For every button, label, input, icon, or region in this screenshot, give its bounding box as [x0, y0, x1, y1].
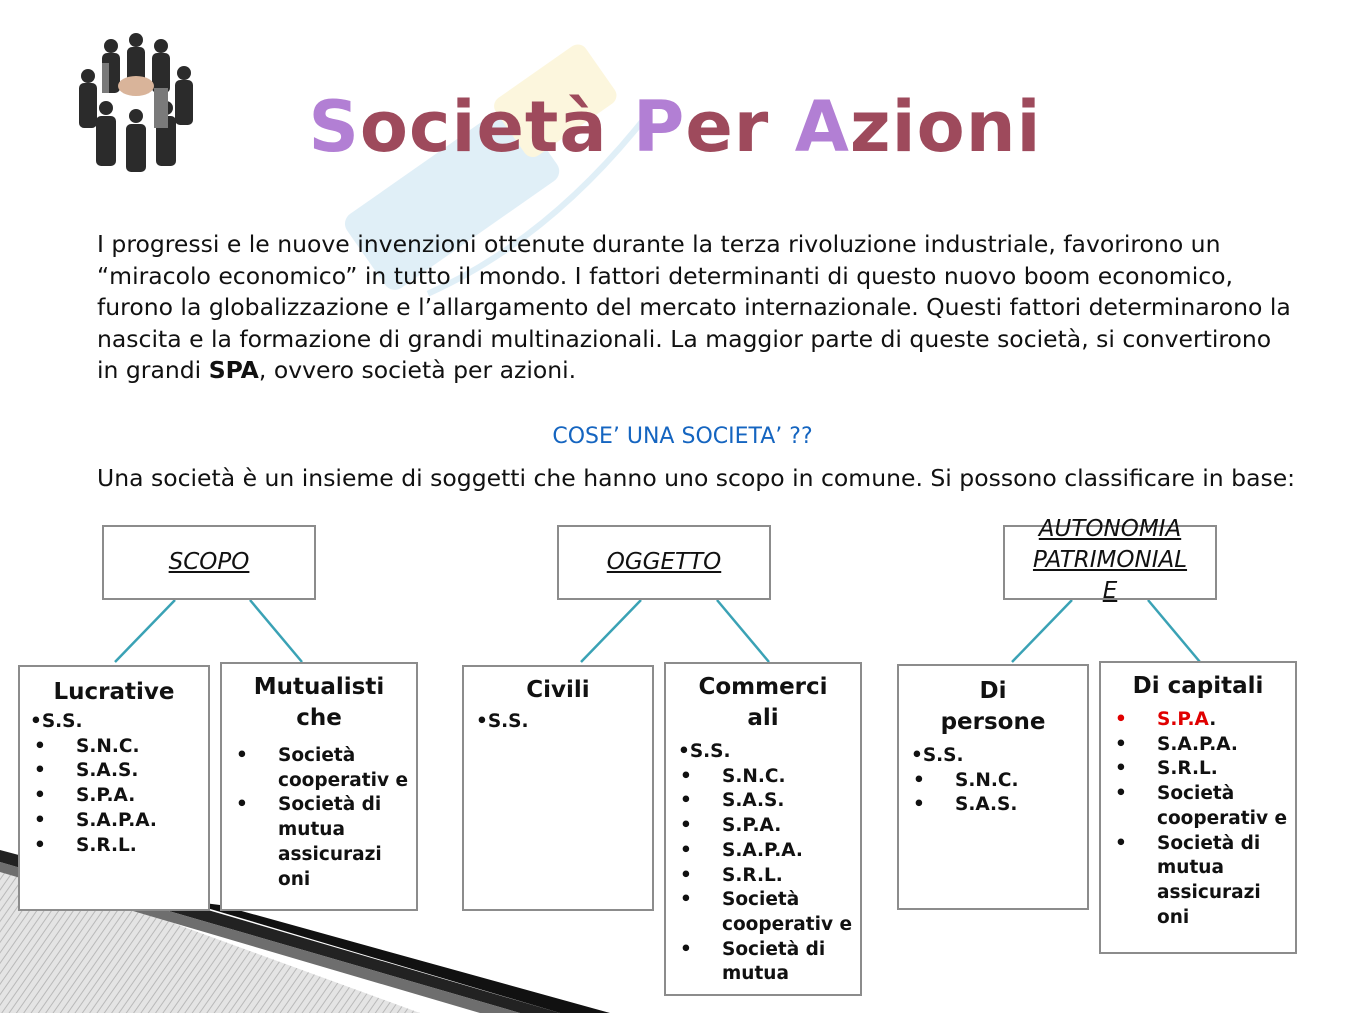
list-item: •S.S. — [30, 711, 83, 732]
intro-text: I progressi e le nuove invenzioni ottenute durante la terza rivoluzione industriale, favorirono un “miracolo economico” in tutto il mondo. I fattori determinanti di questo nuovo boom economico, furono la globalizzazione e l’allargamento del mercato internazionale. Questi fattori determinarono la nascita e la formazione di grandi multinazionali. La maggior parte di queste società, si convertirono in grandi — [97, 230, 1291, 384]
category-label: AUTONOMIA — [1038, 516, 1182, 542]
classification-text: Una società è un insieme di soggetti che hanno uno scopo in comune. Si possono classificare in base: — [97, 464, 1296, 492]
list-item: •S.S. — [911, 745, 964, 766]
box-mutualistiche — [220, 662, 418, 911]
box-di-persone — [897, 664, 1089, 910]
list-item: • Società cooperativ e — [666, 888, 860, 937]
category-label: E — [1102, 578, 1118, 604]
list-item: • S.A.S. — [20, 759, 208, 784]
list-item: • S.N.C. — [20, 735, 208, 760]
highlight-suffix: . — [1209, 709, 1217, 730]
box-heading: che — [296, 705, 342, 731]
list-item: • S.A.S. — [666, 789, 860, 814]
list-item: • Società cooperativ e — [1101, 782, 1295, 831]
box-civili — [462, 665, 654, 911]
title-text: ocietà — [359, 86, 633, 168]
title-text: er — [685, 86, 795, 168]
title-text: zioni — [849, 86, 1042, 168]
box-heading: Di capitali — [1132, 673, 1264, 699]
category-label: OGGETTO — [606, 549, 722, 575]
list-item: • Società cooperativ e — [222, 744, 416, 793]
list-item: • Società di mutua assicurazi oni — [1101, 832, 1295, 931]
category-scopo — [102, 525, 316, 600]
list-item: •S.S. — [678, 741, 731, 762]
box-heading: Lucrative — [53, 679, 175, 705]
category-autonomia-patrimoniale — [1003, 516, 1217, 604]
list-item: •S.S. — [476, 711, 529, 732]
highlight-text: S.P.A — [1157, 709, 1210, 730]
list-item: • S.R.L. — [666, 864, 860, 889]
title-letter: P — [633, 86, 686, 168]
category-label: SCOPO — [168, 549, 250, 575]
list-item: • S.N.C. — [899, 769, 1087, 794]
box-lucrative — [18, 665, 210, 911]
question-heading: COSE’ UNA SOCIETA’ ?? — [552, 424, 813, 449]
list-item: • S.A.P.A. — [666, 839, 860, 864]
category-oggetto — [557, 525, 771, 600]
box-di-capitali — [1099, 661, 1297, 954]
intro-bold: SPA — [208, 356, 259, 384]
list-item: • S.A.P.A. — [20, 809, 208, 834]
box-heading: persone — [940, 709, 1046, 735]
list-item: • S.A.S. — [899, 793, 1087, 818]
box-commerciali — [664, 662, 862, 996]
title-letter: S — [308, 86, 360, 168]
box-heading: Commerci — [698, 674, 828, 700]
list-item: • S.N.C. — [666, 765, 860, 790]
list-item: • S.P.A. — [20, 784, 208, 809]
title-letter: A — [794, 86, 850, 168]
list-item: • S.R.L. — [20, 834, 208, 859]
category-label: PATRIMONIAL — [1032, 547, 1188, 573]
box-heading: Civili — [526, 677, 590, 703]
list-item: • S.A.P.A. — [1101, 733, 1295, 758]
intro-text-end: , ovvero società per azioni. — [258, 356, 577, 384]
box-heading: Di — [979, 678, 1007, 704]
list-item: • Società di mutua — [666, 938, 860, 987]
box-heading: Mutualisti — [253, 674, 385, 700]
list-item: • S.R.L. — [1101, 757, 1295, 782]
box-heading: ali — [747, 705, 779, 731]
list-item-highlight — [1101, 708, 1295, 733]
list-item: • S.P.A. — [666, 814, 860, 839]
list-item: • Società di mutua assicurazi oni — [222, 793, 416, 892]
